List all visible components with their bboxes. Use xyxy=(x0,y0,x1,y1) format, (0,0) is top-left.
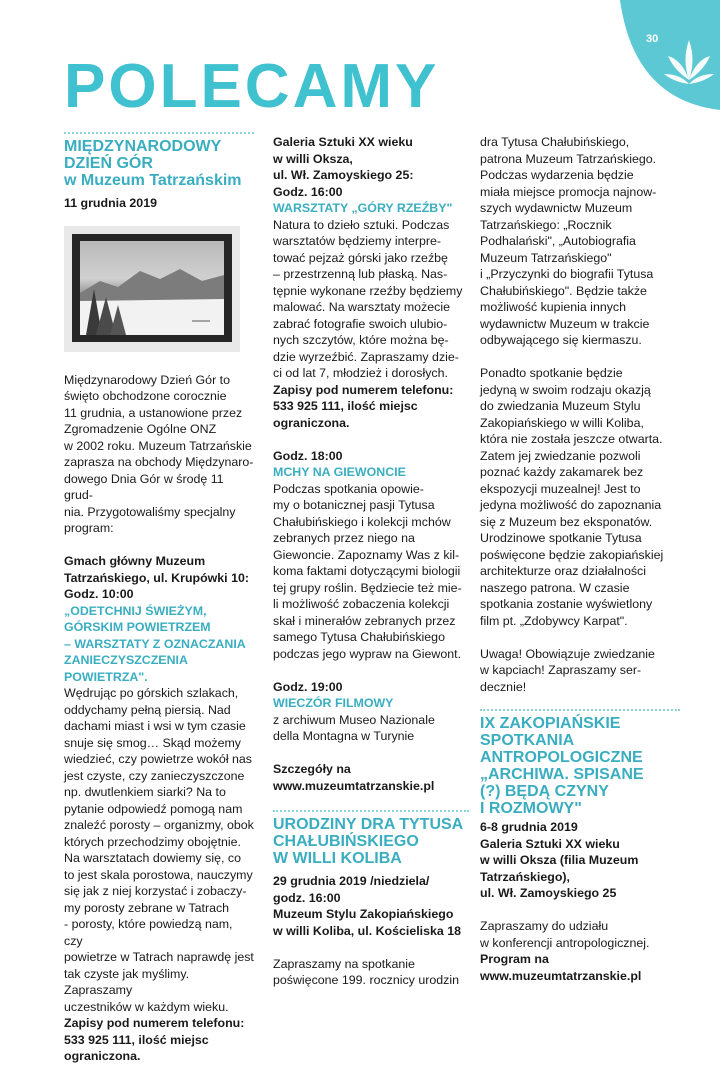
workshop-title: WARSZTATY „GÓRY RZEŹBY" xyxy=(273,201,453,215)
dotted-divider xyxy=(480,709,680,711)
event-time: Godz. 18:00 xyxy=(273,448,343,463)
event-body: Ponadto spotkanie będzie jedyną w swoim rodzaju okazją do zwiedzania Muzeum Stylu Zakopiańskiego w willi Koliba, która nie została jeszcze otwarta. Zatem jej zwiedzanie pozwoli poznać każdy zakamarek bez ekspozycji muzealnej! Jest to jedyna możliwość do zapoznania się z Muzeum bez eksponatów. Urodzinowe spotkanie Tytusa poświęcone będzie zakopiańskiej architekturze oraz działalności naszego patrona. W czasie spotkania zostanie wyświetlony film pt. „Zdobywcy Karpat". xyxy=(480,366,664,628)
event-date: 29 grudnia 2019 /niedziela/ godz. 16:00 Muzeum Stylu Zakopiańskiego w willi Koliba, ul. Kościeliska 18 xyxy=(273,874,461,938)
workshop-body: Natura to dzieło sztuki. Podczas warsztatów będziemy interpre- tować pejzaż górski jako rzeźbę – przestrzenną lub płaską. Nas- tępnie wykonane rzeźby będziemy malować. Na warsztaty możecie zabrać fotografie swoich ulubio- nych szczytów, które można bę- dzie wyrzeźbić. Zapraszamy dzie- ci od lat 7, młodzież i dorosłych. xyxy=(273,217,463,380)
dotted-divider xyxy=(64,132,254,134)
details-text: Szczegóły na www.muzeumtatrzanskie.pl xyxy=(273,762,435,793)
workshop-title: WIECZÓR FILMOWY xyxy=(273,696,394,710)
venue-text: Galeria Sztuki XX wieku w willi Oksza, ul. Wł. Zamoyskiego 25: Godz. 16:00 xyxy=(273,135,414,199)
page-number: 30 xyxy=(646,33,659,45)
event-time: Godz. 19:00 xyxy=(273,679,343,694)
workshop-title: „ODETCHNIJ ŚWIEŻYM, GÓRSKIM POWIETRZEM – WARSZTATY Z OZNACZANIA ZANIECZYSZCZENIA POWIETRZA". xyxy=(64,603,246,684)
program-link: Program na www.muzeumtatrzanskie.pl xyxy=(480,952,642,983)
column-3 xyxy=(480,134,680,984)
workshop-title: MCHY NA GIEWONCIE xyxy=(273,465,406,479)
event-details: 6-8 grudnia 2019 Galeria Sztuki XX wieku w willi Oksza (filia Muzeum Tatrzańskiego), ul. Wł. Zamoyskiego 25 xyxy=(480,820,639,900)
workshop-body: Podczas spotkania opowie- my o botanicznej pasji Tytusa Chałubińskiego i kolekcji mchów zebranych przez niego na Giewoncie. Zapoznamy Was z kil- koma faktami dotyczącymi biologii tej grupy roślin. Będziecie też mie- li możliwość zobaczenia kolekcji skał i minerałów zebranych przez samego Tytusa Chałubińskiego podczas jego wypraw na Giewont. xyxy=(273,481,462,661)
contact-text: Zapisy pod numerem telefonu: 533 925 111, ilość miejsc ograniczona. xyxy=(64,1016,245,1063)
section-heading: MIĘDZYNARODOWY DZIEŃ GÓR w Muzeum Tatrzańskim xyxy=(64,138,242,189)
column-2 xyxy=(273,134,469,989)
notice-text: Uwaga! Obowiązuje zwiedzanie w kapciach! Zapraszamy ser- decznie! xyxy=(480,646,655,694)
workshop-body: Wędrując po górskich szlakach, oddychamy pełną piersią. Nad dachami miast i wsi w tym czasie snuje się smog… Skąd możemy wiedzieć, czy powietrze wokół nas jest czyste, czy zanieczyszczone np. dwutlenkiem siarki? Na to pytanie odpowiedź pomogą nam znaleźć porosty – organizmy, obok których przechodzimy obojętnie. Na warsztatach dowiemy się, co to jest skala porostowa, nauczymy się jak z niej korzystać i zobaczy- my porosty zebrane w Tatrach - porosty, które powiedzą nam, czy powietrze w Tatrach naprawdę jest tak czyste jak myślimy. Zapraszamy uczestników w każdym wieku. xyxy=(64,686,254,1014)
dotted-divider xyxy=(273,810,469,812)
event-date: 11 grudnia 2019 xyxy=(64,196,157,210)
contact-text: Zapisy pod numerem telefonu: 533 925 111, ilość miejsc ograniczona. xyxy=(273,382,454,430)
corner-decoration xyxy=(594,0,720,110)
section-heading: URODZINY DRA TYTUSA CHAŁUBIŃSKIEGO W WILLI KOLIBA xyxy=(273,816,464,867)
event-body: dra Tytusa Chałubińskiego, patrona Muzeum Tatrzańskiego. Podczas wydarzenia będzie miała miejsce promocja najnow- szych wydawnictw Muzeum Tatrzańskiego: „Rocznik Podhalański", „Autobiografia Muzeum Tatrzańskiego" i „Przyczynki do biografii Tytusa Chałubińskiego". Będzie także możliwość kupienia innych wydawnictw Muzeum w trakcie odbywającego się kiermaszu. xyxy=(480,135,657,347)
mountain-photo xyxy=(64,226,240,352)
workshop-body: z archiwum Museo Nazionale della Montagna w Turynie xyxy=(273,712,435,743)
venue-text: Gmach główny Muzeum Tatrzańskiego, ul. Krupówki 10: Godz. 10:00 xyxy=(64,554,249,601)
invite-text: Zapraszamy do udziału w konferencji antropologicznej. xyxy=(480,919,650,950)
event-body: Zapraszamy na spotkanie poświęcone 199. rocznicy urodzin xyxy=(273,956,459,987)
intro-text: Międzynarodowy Dzień Gór to święto obchodzone corocznie 11 grudnia, a ustanowione przez Zgromadzenie Ogólne ONZ w 2002 roku. Muzeum Tatrzańskie zaprasza na obchody Międzynaro- dowego Dnia Gór w środę 11 grud- nia. Przygotowaliśmy specjalny program: xyxy=(64,372,254,535)
column-1 xyxy=(64,132,254,1065)
page-title: POLECAMY xyxy=(64,52,440,121)
section-heading: IX ZAKOPIAŃSKIE SPOTKANIA ANTROPOLOGICZNE „ARCHIWA. SPISANE (?) BĘDĄ CZYNY I ROZMOWY" xyxy=(480,715,644,817)
